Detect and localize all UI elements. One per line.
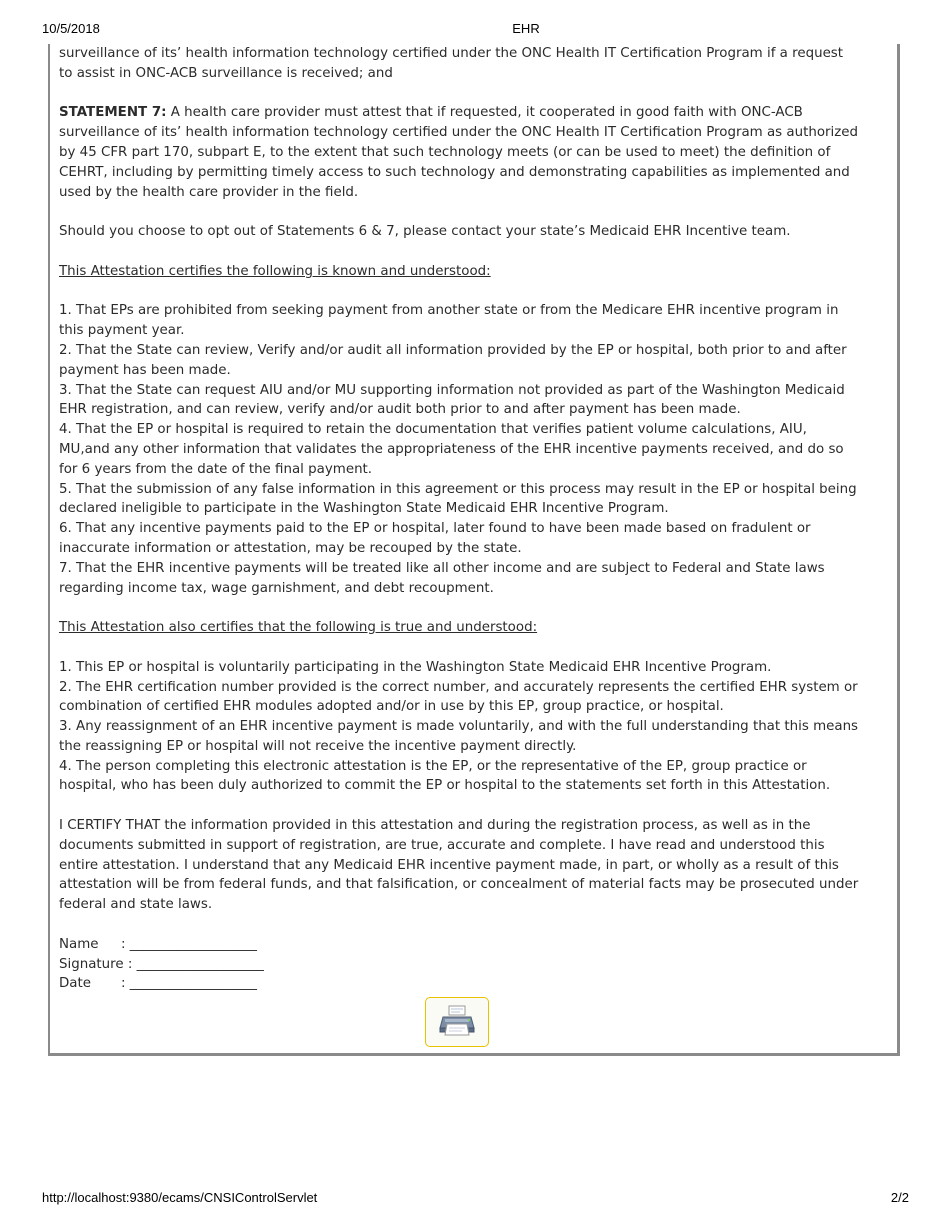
signature-line: : ___________________ (123, 956, 264, 972)
known-item: 1. That EPs are prohibited from seeking payment from another state or from the Medicare EHR incentive program in this payment year. (59, 303, 839, 339)
date-row (59, 974, 859, 994)
attestation-content (59, 44, 859, 994)
true-item: 3. Any reassignment of an EHR incentive payment is made voluntarily, and with the full understanding that this means the reassigning EP or hospital will not receive the incentive payment directly. (59, 719, 859, 754)
print-header (0, 21, 950, 37)
known-item: 4. That the EP or hospital is required to retain the documentation that verifies patient volume calculations, AIU, MU,and any other information that validates the appropriateness of the EHR incentive payments received, and do so for 6 years from the date of the final payment. (59, 422, 844, 477)
known-item: 7. That the EHR incentive payments will be treated like all other income and are subject to Federal and State laws regarding income tax, wage garnishment, and debt recoupment. (59, 560, 825, 596)
continued-text: surveillance of its’ health information technology certified under the ONC Health IT Certification Program if a request to assist in ONC-ACB surveillance is received; and (59, 46, 844, 81)
print-date: 10/5/2018 (42, 21, 100, 36)
true-item: 4. The person completing this electronic attestation is the EP, or the representative of the EP, group practice or hospital, who has been duly authorized to commit the EP or hospital to the statements set forth in this Attestation. (59, 758, 831, 794)
printer-icon (438, 1004, 476, 1040)
opt-out-text: Should you choose to opt out of Statements 6 & 7, please contact your state’s Medicaid EHR Incentive team. (59, 224, 791, 240)
page-number: 2/2 (890, 1190, 909, 1205)
known-item: 3. That the State can request AIU and/or MU supporting information not provided as part of the Washington Medicaid EHR registration, and can review, verify and/or audit both prior to and after payment has been made. (59, 382, 845, 418)
true-item: 2. The EHR certification number provided is the correct number, and accurately represents the certified EHR system or combination of certified EHR modules adopted and/or in use by this EP, group practice, or hospital. (59, 679, 858, 715)
print-title: EHR (512, 21, 540, 36)
date-label: Date (59, 976, 92, 992)
known-item: 5. That the submission of any false information in this agreement or this process may result in the EP or hospital being declared ineligible to participate in the Washington State Medicaid EHR Incentive Program. (59, 481, 857, 517)
true-item: 1. This EP or hospital is voluntarily participating in the Washington State Medicaid EHR Incentive Program. (59, 659, 772, 675)
date-line: : ___________________ (121, 976, 257, 992)
print-button[interactable] (425, 997, 489, 1047)
name-line: : ___________________ (121, 936, 257, 952)
name-label: Name (59, 936, 99, 952)
known-heading: This Attestation certifies the following is known and understood: (59, 263, 491, 279)
signature-label: Signature (59, 956, 124, 972)
known-item: 2. That the State can review, Verify and/or audit all information provided by the EP or hospital, both prior to and after payment has been made. (59, 342, 847, 378)
statement-7-label: STATEMENT 7: (59, 105, 167, 121)
name-row (59, 935, 859, 955)
true-heading: This Attestation also certifies that the following is true and understood: (59, 620, 538, 636)
page-url: http://localhost:9380/ecams/CNSIControlServlet (42, 1190, 318, 1205)
signature-row (59, 955, 859, 975)
known-item: 6. That any incentive payments paid to the EP or hospital, later found to have been made based on fradulent or inaccurate information or attestation, may be recouped by the state. (59, 521, 811, 556)
certify-text: I CERTIFY THAT the information provided in this attestation and during the registration process, as well as in the documents submitted in support of registration, are true, accurate and complete. I have read and understood this entire attestation. I understand that any Medicaid EHR incentive payment made, in part, or wholly as a result of this attestation will be from federal funds, and that falsification, or concealment of material facts may be prosecuted under federal and state laws. (59, 818, 859, 913)
statement-7 (59, 103, 859, 202)
statement-7-text: A health care provider must attest that if requested, it cooperated in good faith with ONC-ACB surveillance of its’ health information technology certified under the ONC Health IT Certification Program as authorized by 45 CFR part 170, subpart E, to the extent that such technology meets (or can be used to meet) the definition of CEHRT, including by permitting timely access to such technology and demonstrating capabilities as implemented and used by the health care provider in the field. (59, 105, 859, 200)
